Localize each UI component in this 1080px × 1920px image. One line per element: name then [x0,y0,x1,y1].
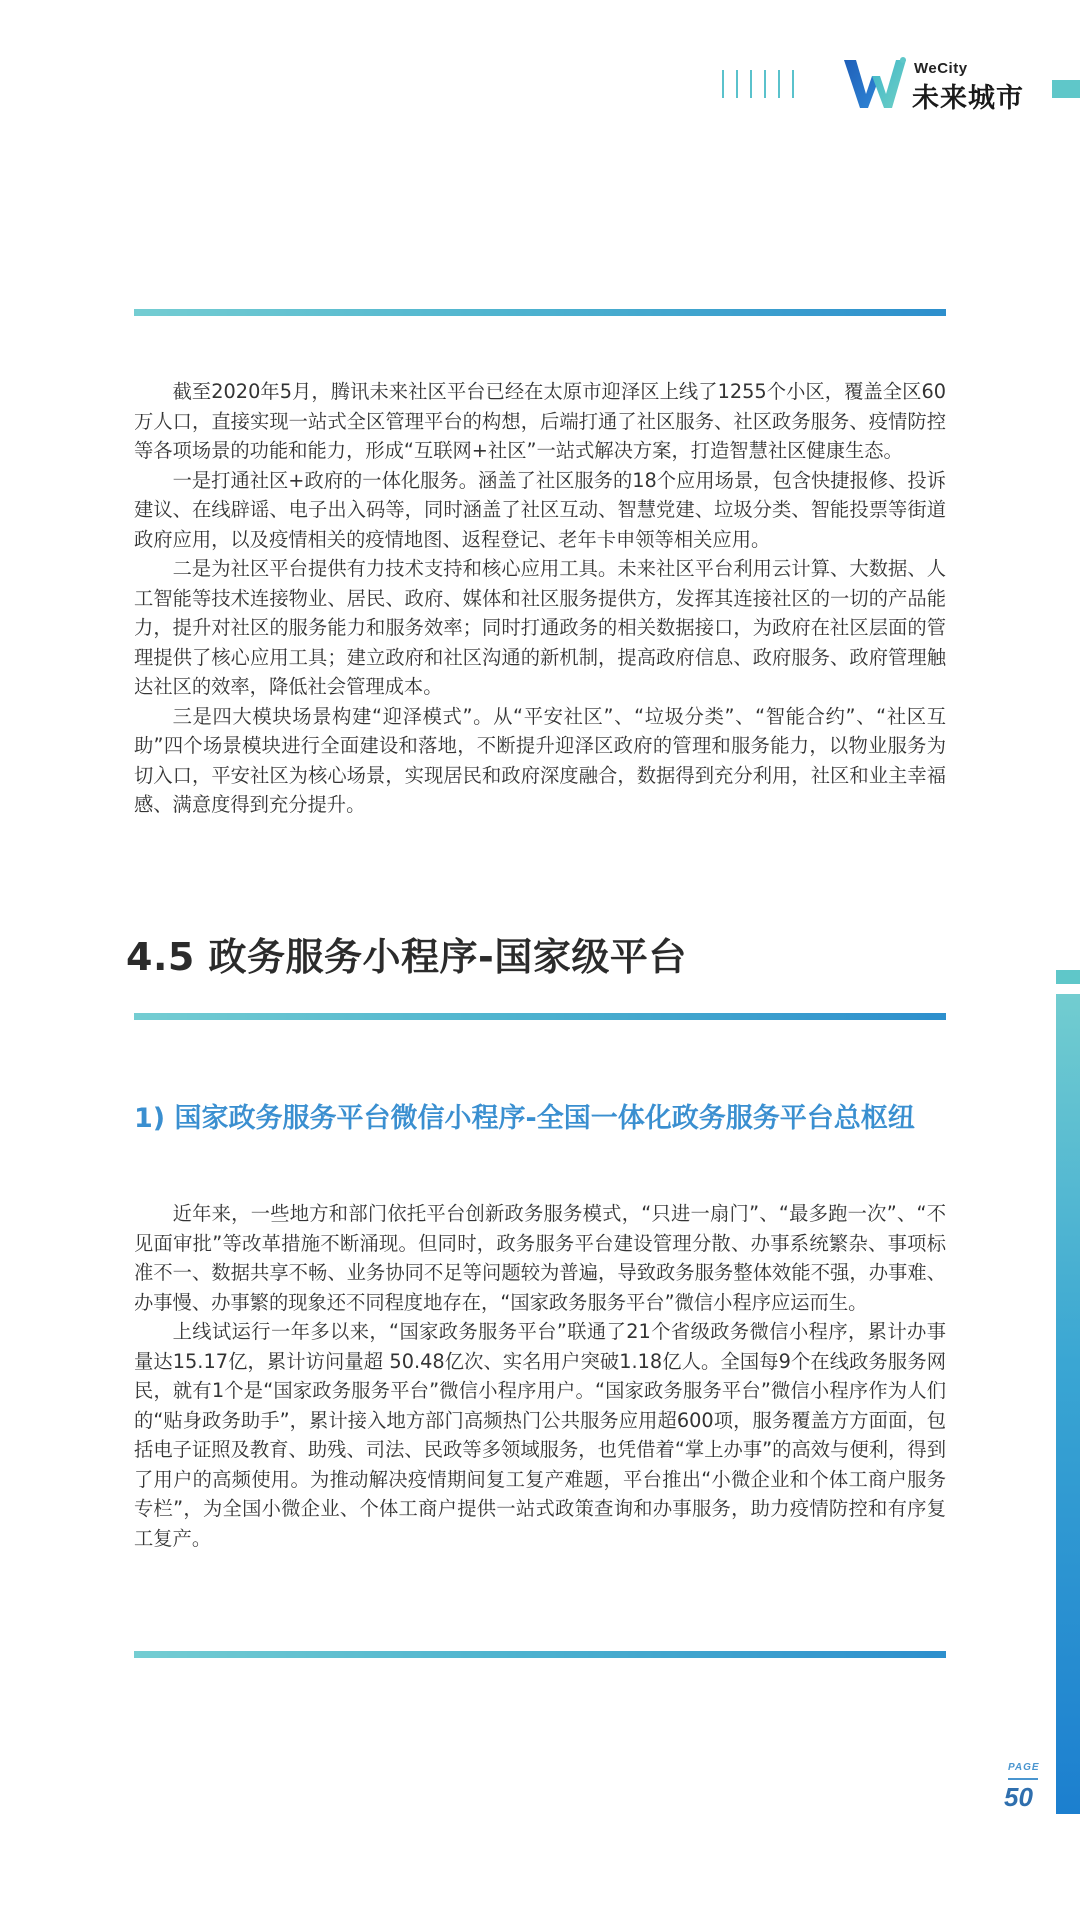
body-text-block [134,1199,946,1553]
body-paragraph: 近年来，一些地方和部门依托平台创新政务服务模式，“只进一扇门”、“最多跑一次”、“不见面审批”等改革措施不断涌现。但同时，政务服务平台建设管理分散、办事系统繁杂、事项标准不一、数据共享不畅、业务协同不足等问题较为普遍，导致政务服务整体效能不强，办事难、办事慢、办事繁的现象还不同程度地存在，“国家政务服务平台”微信小程序应运而生。 [134,1202,946,1314]
divider-section [134,1013,946,1020]
intro-paragraph: 一是打通社区+政府的一体化服务。涵盖了社区服务的18个应用场景，包含快捷报修、投诉建议、在线辟谣、电子出入码等，同时涵盖了社区互动、智慧党建、垃圾分类、智能投票等街道政府应用，以及疫情相关的疫情地图、返程登记、老年卡申领等相关应用。 [134,468,946,551]
divider-top [134,309,946,316]
corner-accent-tab [1052,80,1080,98]
intro-paragraph: 截至2020年5月，腾讯未来社区平台已经在太原市迎泽区上线了1255个小区，覆盖全区60万人口，直接实现一站式全区管理平台的构想，后端打通了社区服务、社区政务服务、疫情防控等各项场景的功能和能力，形成“互联网+社区”一站式解决方案，打造智慧社区健康生态。 [134,380,946,462]
side-accent-tab [1056,970,1080,984]
side-accent-bar [1056,994,1080,1814]
page-number: 50 [1004,1782,1033,1812]
intro-text-block [134,377,946,820]
header-decorative-bars [722,70,802,98]
logo-english-name: WeCity [914,60,968,77]
intro-paragraph: 二是为社区平台提供有力技术支持和核心应用工具。未来社区平台利用云计算、大数据、人工智能等技术连接物业、居民、政府、媒体和社区服务提供方，发挥其连接社区的一切的产品能力，提升对社区的服务能力和服务效率；同时打通政务的相关数据接口，为政府在社区层面的管理提供了核心应用工具；建立政府和社区沟通的新机制，提高政府信息、政府服务、政府管理触达社区的效率，降低社会管理成本。 [134,557,946,698]
body-paragraph: 上线试运行一年多以来，“国家政务服务平台”联通了21个省级政务微信小程序，累计办事量达15.17亿，累计访问量超 50.48亿次、实名用户突破1.18亿人。全国每9个在线政务服务网民，就有1个是“国家政务服务平台”微信小程序用户。“国家政务服务平台”微信小程序作为人们的“贴身政务助手”，累计接入地方部门高频热门公共服务应用超600项，服务覆盖方方面面，包括电子证照及教育、助残、司法、民政等多领域服务，也凭借着“掌上办事”的高效与便利，得到了用户的高频使用。为推动解决疫情期间复工复产难题，平台推出“小微企业和个体工商户服务专栏”，为全国小微企业、个体工商户提供一站式政策查询和办事服务，助力疫情防控和有序复工复产。 [134,1320,946,1550]
logo-chinese-name: 未来城市 [912,83,1024,114]
section-title: 4.5 政务服务小程序-国家级平台 [126,935,687,979]
subsection-title: 1) 国家政务服务平台微信小程序-全国一体化政务服务平台总枢纽 [134,1103,915,1134]
wecity-logo [842,56,1024,114]
intro-paragraph: 三是四大模块场景构建“迎泽模式”。从“平安社区”、“垃圾分类”、“智能合约”、“社区互助”四个场景模块进行全面建设和落地，不断提升迎泽区政府的管理和服务能力，以物业服务为切入口，平安社区为核心场景，实现居民和政府深度融合，数据得到充分利用，社区和业主幸福感、满意度得到充分提升。 [134,704,946,816]
divider-bottom [134,1651,946,1658]
wecity-w-logo-icon [842,56,908,110]
page-label: PAGE [1008,1762,1040,1773]
page-number-rule [1008,1778,1038,1780]
